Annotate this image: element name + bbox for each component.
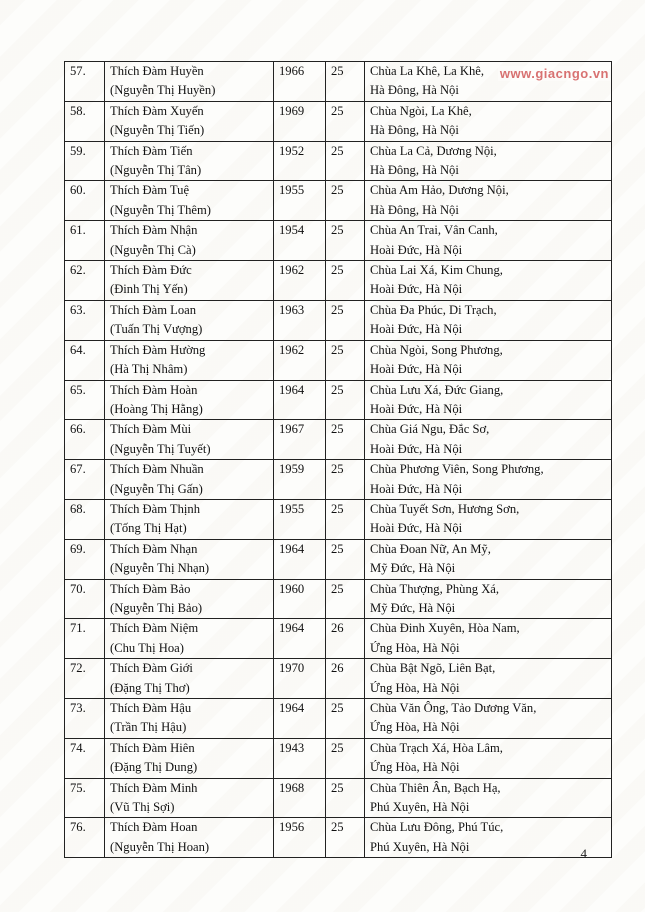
lay-name: (Đinh Thị Yến): [110, 282, 188, 297]
dharma-name: Thích Đàm Hậu: [110, 701, 192, 715]
dharma-name: Thích Đàm Huyền: [110, 64, 204, 78]
district-region: Hoài Đức, Hà Nội: [370, 401, 463, 416]
lay-name: (Chu Thị Hoa): [110, 640, 184, 655]
row-number: 69.: [65, 539, 105, 579]
temple-address: Chùa Lưu Xá, Đức Giang,: [370, 382, 504, 397]
birth-year: 1964: [274, 619, 326, 659]
table-row: [65, 261, 612, 301]
age-cell: 25: [326, 62, 365, 102]
lay-name: (Nguyễn Thị Thêm): [110, 202, 211, 217]
lay-name: (Nguyễn Thị Tiến): [110, 123, 205, 138]
dharma-name: Thích Đàm Nhuần: [110, 462, 204, 477]
address-cell: [365, 221, 612, 261]
age-cell: 25: [326, 340, 365, 380]
row-number: 61.: [65, 221, 105, 261]
lay-name: (Nguyễn Thị Gấn): [110, 481, 203, 496]
temple-address: Chùa Thượng, Phùng Xá,: [370, 581, 500, 596]
dharma-name: Thích Đàm Tiến: [110, 143, 193, 158]
birth-year: 1954: [274, 221, 326, 261]
name-cell: [105, 539, 274, 579]
temple-address: Chùa Văn Ông, Tảo Dương Văn,: [370, 701, 537, 715]
row-number: 68.: [65, 499, 105, 539]
age-cell: 25: [326, 300, 365, 340]
district-region: Mỹ Đức, Hà Nội: [370, 561, 456, 576]
name-cell: [105, 499, 274, 539]
temple-address: Chùa Ngòi, Song Phương,: [370, 342, 503, 357]
name-cell: [105, 659, 274, 699]
table-row: [65, 539, 612, 579]
birth-year: 1962: [274, 261, 326, 301]
address-cell: [365, 579, 612, 619]
name-cell: [105, 300, 274, 340]
age-cell: 25: [326, 699, 365, 739]
temple-address: Chùa Phương Viên, Song Phương,: [370, 462, 544, 477]
district-region: Hà Đông, Hà Nội: [370, 163, 459, 178]
name-cell: [105, 261, 274, 301]
birth-year: 1968: [274, 778, 326, 818]
birth-year: 1963: [274, 300, 326, 340]
dharma-name: Thích Đàm Nhạn: [110, 541, 198, 556]
address-cell: [365, 539, 612, 579]
birth-year: 1960: [274, 579, 326, 619]
address-cell: [365, 181, 612, 221]
table-row: [65, 300, 612, 340]
row-number: 59.: [65, 141, 105, 181]
age-cell: 25: [326, 261, 365, 301]
temple-address: Chùa Bật Ngõ, Liên Bạt,: [370, 661, 496, 676]
address-cell: [365, 699, 612, 739]
birth-year: 1964: [274, 699, 326, 739]
table-row: [65, 141, 612, 181]
district-region: Hoài Đức, Hà Nội: [370, 362, 463, 377]
birth-year: 1959: [274, 460, 326, 500]
lay-name: (Nguyễn Thị Bảo): [110, 600, 203, 615]
birth-year: 1964: [274, 380, 326, 420]
temple-address: Chùa Đa Phúc, Di Trạch,: [370, 302, 497, 317]
table-row: [65, 699, 612, 739]
birth-year: 1966: [274, 62, 326, 102]
dharma-name: Thích Đàm Bảo: [110, 581, 191, 596]
name-cell: [105, 101, 274, 141]
table-row: [65, 340, 612, 380]
temple-address: Chùa La Cả, Dương Nội,: [370, 143, 497, 158]
age-cell: 25: [326, 818, 365, 858]
age-cell: 25: [326, 499, 365, 539]
temple-address: Chùa An Trai, Vân Canh,: [370, 223, 498, 238]
age-cell: 25: [326, 141, 365, 181]
address-cell: [365, 300, 612, 340]
birth-year: 1956: [274, 818, 326, 858]
birth-year: 1955: [274, 499, 326, 539]
lay-name: (Tuấn Thị Vượng): [110, 322, 203, 337]
age-cell: 25: [326, 460, 365, 500]
name-cell: [105, 340, 274, 380]
name-cell: [105, 221, 274, 261]
age-cell: 25: [326, 221, 365, 261]
table-row: [65, 619, 612, 659]
district-region: Hoài Đức, Hà Nội: [370, 322, 463, 337]
address-cell: [365, 261, 612, 301]
birth-year: 1943: [274, 738, 326, 778]
address-cell: [365, 380, 612, 420]
birth-year: 1962: [274, 340, 326, 380]
table-row: [65, 460, 612, 500]
district-region: Mỹ Đức, Hà Nội: [370, 600, 456, 615]
row-number: 76.: [65, 818, 105, 858]
row-number: 72.: [65, 659, 105, 699]
lay-name: (Nguyễn Thị Tân): [110, 163, 202, 178]
name-cell: [105, 62, 274, 102]
lay-name: (Hà Thị Nhâm): [110, 362, 188, 377]
address-cell: [365, 818, 612, 858]
table-row: [65, 420, 612, 460]
birth-year: 1964: [274, 539, 326, 579]
district-region: Hoài Đức, Hà Nội: [370, 441, 463, 456]
address-cell: [365, 340, 612, 380]
district-region: Phú Xuyên, Hà Nội: [370, 839, 470, 854]
district-region: Ứng Hòa, Hà Nội: [370, 680, 460, 695]
lay-name: (Nguyễn Thị Huyền): [110, 83, 216, 98]
age-cell: 26: [326, 659, 365, 699]
address-cell: [365, 141, 612, 181]
address-cell: [365, 420, 612, 460]
lay-name: (Nguyễn Thị Hoan): [110, 839, 210, 854]
table-row: [65, 221, 612, 261]
row-number: 58.: [65, 101, 105, 141]
lay-name: (Nguyễn Thị Tuyết): [110, 441, 211, 456]
table-row: [65, 738, 612, 778]
district-region: Hà Đông, Hà Nội: [370, 123, 459, 138]
lay-name: (Tống Thị Hạt): [110, 521, 187, 536]
age-cell: 26: [326, 619, 365, 659]
row-number: 57.: [65, 62, 105, 102]
row-number: 62.: [65, 261, 105, 301]
district-region: Hà Đông, Hà Nội: [370, 202, 459, 217]
name-cell: [105, 380, 274, 420]
dharma-name: Thích Đàm Hoàn: [110, 382, 198, 397]
lay-name: (Trần Thị Hậu): [110, 720, 187, 735]
district-region: Ứng Hòa, Hà Nội: [370, 720, 460, 735]
lay-name: (Nguyễn Thị Cà): [110, 242, 196, 257]
name-cell: [105, 699, 274, 739]
temple-address: Chùa Ngòi, La Khê,: [370, 103, 472, 118]
address-cell: [365, 460, 612, 500]
temple-address: Chùa Am Hảo, Dương Nội,: [370, 183, 509, 198]
table-row: [65, 818, 612, 858]
lay-name: (Đặng Thị Dung): [110, 760, 198, 775]
age-cell: 25: [326, 579, 365, 619]
age-cell: 25: [326, 420, 365, 460]
dharma-name: Thích Đàm Hường: [110, 342, 206, 357]
district-region: Hoài Đức, Hà Nội: [370, 282, 463, 297]
roster-body: [65, 62, 612, 858]
district-region: Hoài Đức, Hà Nội: [370, 521, 463, 536]
dharma-name: Thích Đàm Giới: [110, 661, 193, 676]
lay-name: (Nguyễn Thị Nhạn): [110, 561, 210, 576]
row-number: 71.: [65, 619, 105, 659]
dharma-name: Thích Đàm Minh: [110, 780, 198, 795]
name-cell: [105, 619, 274, 659]
row-number: 64.: [65, 340, 105, 380]
temple-address: Chùa Trạch Xá, Hòa Lâm,: [370, 740, 503, 755]
table-row: [65, 101, 612, 141]
age-cell: 25: [326, 778, 365, 818]
district-region: Ứng Hòa, Hà Nội: [370, 640, 460, 655]
name-cell: [105, 141, 274, 181]
district-region: Phú Xuyên, Hà Nội: [370, 800, 470, 815]
temple-address: Chùa Thiên Ân, Bạch Hạ,: [370, 780, 501, 795]
name-cell: [105, 579, 274, 619]
table-row: [65, 499, 612, 539]
birth-year: 1952: [274, 141, 326, 181]
name-cell: [105, 818, 274, 858]
temple-address: Chùa La Khê, La Khê,: [370, 64, 485, 78]
temple-address: Chùa Đinh Xuyên, Hòa Nam,: [370, 621, 520, 636]
address-cell: [365, 101, 612, 141]
site-watermark: www.giacngo.vn: [499, 66, 609, 81]
name-cell: [105, 738, 274, 778]
row-number: 70.: [65, 579, 105, 619]
dharma-name: Thích Đàm Hiên: [110, 740, 195, 755]
name-cell: [105, 181, 274, 221]
address-cell: [365, 738, 612, 778]
birth-year: 1969: [274, 101, 326, 141]
age-cell: 25: [326, 738, 365, 778]
temple-address: Chùa Tuyết Sơn, Hương Sơn,: [370, 501, 520, 516]
row-number: 65.: [65, 380, 105, 420]
age-cell: 25: [326, 181, 365, 221]
lay-name: (Hoàng Thị Hằng): [110, 401, 203, 416]
row-number: 74.: [65, 738, 105, 778]
temple-address: Chùa Đoan Nữ, An Mỹ,: [370, 541, 491, 556]
row-number: 60.: [65, 181, 105, 221]
dharma-name: Thích Đàm Loan: [110, 302, 197, 317]
temple-address: Chùa Giá Ngu, Đắc Sơ,: [370, 422, 490, 437]
row-number: 66.: [65, 420, 105, 460]
birth-year: 1955: [274, 181, 326, 221]
dharma-name: Thích Đàm Nhận: [110, 223, 198, 238]
table-row: [65, 778, 612, 818]
dharma-name: Thích Đàm Hoan: [110, 820, 198, 835]
age-cell: 25: [326, 101, 365, 141]
name-cell: [105, 778, 274, 818]
row-number: 63.: [65, 300, 105, 340]
district-region: Hoài Đức, Hà Nội: [370, 242, 463, 257]
address-cell: [365, 619, 612, 659]
address-cell: [365, 659, 612, 699]
birth-year: 1967: [274, 420, 326, 460]
table-row: [65, 181, 612, 221]
lay-name: (Đặng Thị Thơ): [110, 680, 190, 695]
district-region: Hoài Đức, Hà Nội: [370, 481, 463, 496]
table-row: [65, 380, 612, 420]
name-cell: [105, 460, 274, 500]
dharma-name: Thích Đàm Tuệ: [110, 183, 190, 198]
name-cell: [105, 420, 274, 460]
ordination-roster-table: [64, 61, 612, 858]
lay-name: (Vũ Thị Sợi): [110, 800, 175, 815]
age-cell: 25: [326, 539, 365, 579]
birth-year: 1970: [274, 659, 326, 699]
table-row: [65, 579, 612, 619]
row-number: 73.: [65, 699, 105, 739]
temple-address: Chùa Lưu Đông, Phú Túc,: [370, 820, 504, 835]
dharma-name: Thích Đàm Xuyến: [110, 103, 204, 118]
dharma-name: Thích Đàm Đức: [110, 263, 192, 278]
age-cell: 25: [326, 380, 365, 420]
dharma-name: Thích Đàm Mùi: [110, 422, 192, 437]
row-number: 67.: [65, 460, 105, 500]
district-region: Ứng Hòa, Hà Nội: [370, 760, 460, 775]
dharma-name: Thích Đàm Niệm: [110, 621, 199, 636]
temple-address: Chùa Lai Xá, Kim Chung,: [370, 263, 503, 278]
table-row: [65, 659, 612, 699]
address-cell: [365, 778, 612, 818]
dharma-name: Thích Đàm Thịnh: [110, 501, 201, 516]
page-number: 4: [580, 846, 587, 861]
district-region: Hà Đông, Hà Nội: [370, 83, 459, 98]
address-cell: [365, 499, 612, 539]
row-number: 75.: [65, 778, 105, 818]
